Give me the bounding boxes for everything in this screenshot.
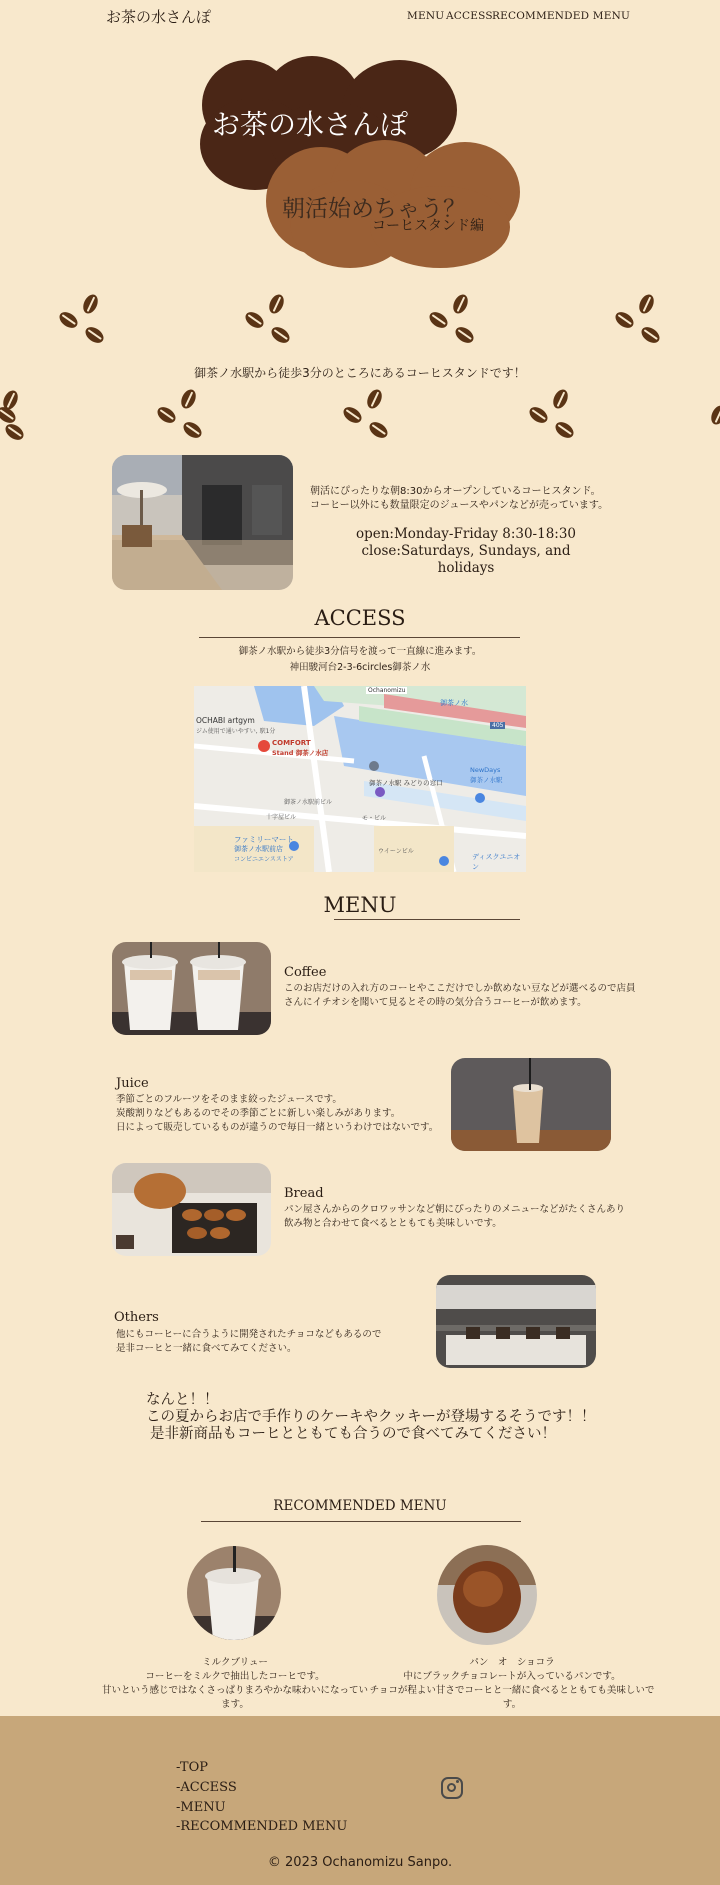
menu-item-coffee-title: Coffee	[284, 965, 327, 980]
juice-photo	[451, 1058, 611, 1151]
map-label: 御茶ノ水駅	[470, 776, 503, 784]
new-product-notice	[146, 1392, 596, 1443]
access-divider	[199, 637, 520, 638]
access-address: 神田駿河台2-3-6circles御茶ノ水	[289, 662, 431, 673]
instagram-icon[interactable]	[441, 1777, 463, 1799]
footer-link-access[interactable]: -ACCESS	[176, 1780, 237, 1795]
recommended-item-2	[362, 1656, 662, 1712]
intro-text: 御茶ノ水駅から徒歩3分のところにあるコーヒスタンドです！	[194, 366, 526, 380]
recommended-item-1	[100, 1656, 370, 1712]
map-label: Ochanomizu	[368, 687, 406, 694]
recommended-item-desc-line: チョコが程よい甘さでコーヒと一緒に食べるとともても美味しいです。	[369, 1685, 655, 1710]
map-label: 御茶ノ水駅前ビル	[284, 799, 333, 806]
site-name[interactable]: お茶の水さんぽ	[106, 8, 212, 26]
bread-photo	[112, 1163, 271, 1256]
recommended-pain-au-chocolat-photo	[437, 1545, 537, 1645]
menu-item-desc-line: 飲み物と合わせて食べるとともても美味しいです。	[284, 1218, 502, 1229]
map-label: 御茶ノ水	[440, 699, 468, 707]
coffee-bean-pattern	[0, 0, 720, 450]
map-label: ジム使用で通いやすい, 駅1分	[196, 728, 276, 735]
menu-item-bread-desc	[284, 1203, 625, 1231]
menu-item-others-desc	[116, 1328, 381, 1356]
nav-recommended-menu[interactable]: RECOMMENDED MENU	[492, 10, 631, 22]
menu-item-desc-line: 他にもコーヒーに合うように開発されたチョコなどもあるので	[116, 1329, 382, 1340]
map-label: コンビニエンスストア	[234, 856, 294, 863]
recommended-title: RECOMMENDED MENU	[273, 1498, 447, 1514]
notice-line-2: この夏からお店で手作りのケーキやクッキーが登場するそうです！！	[146, 1409, 596, 1425]
map-label: ディスクユニオン	[472, 853, 521, 871]
opening-hours-close: close:Saturdays, Sundays, and holidays	[361, 543, 571, 576]
map-label: Stand 御茶ノ水店	[272, 749, 329, 757]
menu-item-bread-title: Bread	[284, 1186, 324, 1201]
menu-divider	[334, 919, 520, 920]
recommended-item-name: ミルクブリュー	[202, 1657, 268, 1668]
hero-subtitle-2: コーヒスタンド編	[372, 218, 484, 234]
menu-item-desc-line: 季節ごとのフルーツをそのまま絞ったジュースです。	[116, 1094, 342, 1105]
recommended-item-desc-line: 中にブラックチョコレートが入っているパンです。	[403, 1671, 621, 1682]
footer-link-recommended-menu[interactable]: -RECOMMENDED MENU	[176, 1819, 348, 1834]
recommended-divider	[201, 1521, 521, 1522]
menu-item-desc-line: 炭酸割りなどもあるのでその季節ごとに新しい楽しみがあります。	[116, 1108, 401, 1119]
menu-item-desc-line: パン屋さんからのクロワッサンなど朝にぴったりのメニューなどがたくさんあり	[284, 1204, 626, 1215]
footer-link-menu[interactable]: -MENU	[176, 1800, 226, 1815]
nav-menu[interactable]: MENU	[407, 10, 445, 22]
shop-description-line-2: コーヒー以外にも数量限定のジュースやパンなどが売っています。	[310, 500, 609, 511]
menu-item-coffee-desc	[284, 982, 636, 1010]
map-label: 十字屋ビル	[266, 814, 297, 821]
recommended-item-name: パン オ ショコラ	[469, 1657, 555, 1668]
map-label: COMFORT	[272, 739, 311, 747]
menu-item-desc-line: 日によって販売しているものが違うので毎日一緒というわけではないです。	[116, 1122, 439, 1133]
hero-title: お茶の水さんぽ	[212, 108, 409, 141]
menu-item-desc-line: このお店だけの入れ方のコーヒやここだけでしか飲めない豆などが選べるので店員	[284, 983, 636, 994]
opening-hours-open: open:Monday-Friday 8:30-18:30	[355, 526, 577, 542]
recommended-milk-brew-photo	[187, 1546, 281, 1640]
map-label: OCHABI artgym	[196, 716, 255, 725]
menu-item-juice-title: Juice	[116, 1076, 149, 1091]
map-label: 御茶ノ水駅前店	[234, 845, 283, 853]
map-label: 405	[492, 722, 504, 729]
access-title: ACCESS	[314, 606, 406, 630]
access-directions: 御茶ノ水駅から徒歩3分信号を渡って一直線に進みます。	[238, 646, 482, 657]
footer-link-top[interactable]: -TOP	[176, 1760, 209, 1775]
shop-photo	[112, 455, 293, 590]
menu-title: MENU	[323, 893, 397, 917]
notice-line-3: 是非新商品もコーヒとともても合うので食べてみてください！	[150, 1426, 556, 1442]
menu-item-juice-desc	[116, 1093, 438, 1135]
access-map[interactable]	[194, 686, 526, 872]
map-label: 御茶ノ水駅 みどりの窓口	[369, 779, 443, 787]
others-photo	[436, 1275, 596, 1368]
shop-description	[310, 485, 608, 513]
menu-item-desc-line: 是非コーヒと一緒に食べてみてください。	[116, 1343, 297, 1354]
map-label: ウイーンビル	[378, 848, 414, 855]
coffee-photo	[112, 942, 271, 1035]
nav-access[interactable]: ACCESS	[446, 10, 493, 22]
menu-item-desc-line: さんにイチオシを聞いて見るとその時の気分合うコーヒーが飲めます。	[284, 997, 587, 1008]
recommended-item-desc-line: コーヒーをミルクで抽出したコーヒです。	[145, 1671, 325, 1682]
recommended-item-desc-line: 甘いという感じではなくさっぱりまろやかな味わいになっています。	[101, 1685, 368, 1710]
hero-subtitle: 朝活始めちゃう？	[282, 196, 466, 222]
notice-line-1: なんと！！	[146, 1392, 219, 1408]
menu-item-others-title: Others	[114, 1310, 159, 1325]
map-label: モ・ビル	[362, 815, 387, 822]
map-label: NewDays	[470, 766, 501, 774]
shop-description-line-1: 朝活にぴったりな朝8:30からオープンしているコーヒスタンド。	[310, 486, 601, 497]
opening-hours	[336, 526, 596, 577]
copyright: © 2023 Ochanomizu Sanpo.	[267, 1855, 453, 1870]
map-label: ファミリーマート	[234, 835, 294, 844]
